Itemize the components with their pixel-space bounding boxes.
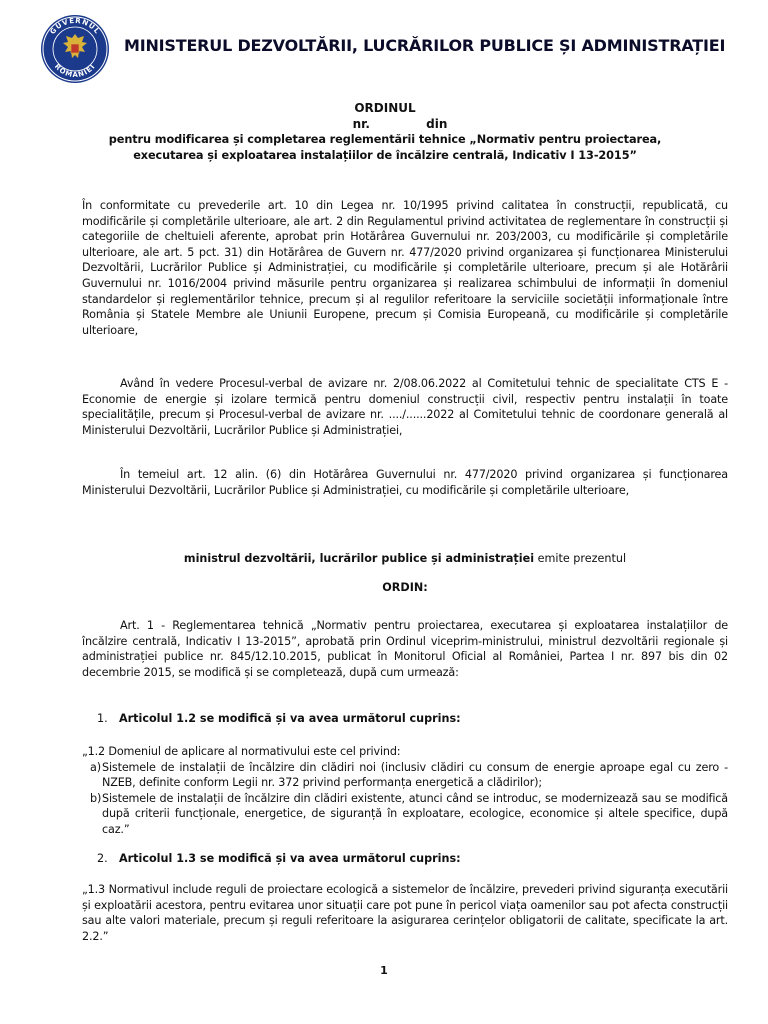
list-item-label: b) — [90, 791, 102, 805]
minister-emits-line — [82, 552, 728, 565]
section-1-heading — [97, 712, 461, 725]
list-item-text: Sistemele de instalații de încălzire din clădiri noi (inclusiv clădiri cu consum de energie aproape egal cu zero - NZEB, definite conform Legii nr. 372 privind performanța energetică a clădirilor); — [102, 760, 728, 790]
paragraph-avizare: Având în vedere Procesul-verbal de avizare nr. 2/08.06.2022 al Comitetului tehnic de specialitate CTS E - Economie de energie și izolare termică pentru domeniul construcții civil, respectiv pentru instalații în toate specialitățile, precum și Procesul-verbal de avizare nr. ..../......2022 al Comitetului tehnic de coordonare generală al Ministerului Dezvoltării, Lucrărilor Publice și Administrației, — [82, 377, 728, 437]
page-number: 1 — [380, 964, 388, 977]
list-item-label: a) — [90, 760, 101, 774]
government-seal-logo — [40, 14, 110, 84]
article-1: Art. 1 - Reglementarea tehnică „Normativ pentru proiectarea, executarea și exploatarea instalațiilor de încălzire centrală, Indicativ I 13-2015”, aprobată prin Ordinul viceprim-ministrului, ministrul dezvoltării regionale și administrației publice nr. 845/12.10.2015, publicat în Monitorul Oficial al României, Partea I nr. 897 bis din 02 decembrie 2015, se modifică și se completează, după cum urmează: — [82, 619, 728, 679]
ordin-heading: ORDIN: — [382, 581, 428, 594]
minister-title: ministrul dezvoltării, lucrărilor publice și administrației — [183, 552, 535, 565]
section-2-number: 2. — [97, 852, 108, 865]
section-1-content — [82, 744, 728, 838]
section-1-intro: „1.2 Domeniul de aplicare al normativului este cel privind: — [82, 745, 401, 758]
list-item — [82, 791, 728, 838]
ministry-name: MINISTERUL DEZVOLTĂRII, LUCRĂRILOR PUBLICE ȘI ADMINISTRAȚIEI — [124, 36, 726, 55]
title-ordinul: ORDINUL — [354, 101, 416, 115]
section-1-number: 1. — [97, 712, 108, 725]
paragraph-legal-basis: În conformitate cu prevederile art. 10 din Legea nr. 10/1995 privind calitatea în construcții, republicată, cu modificările și completările ulterioare, ale art. 2 din Regulamentul privind activitatea de reglementare în construcții și categoriile de cheltuieli aferente, aprobat prin Hotărârea Guvernului nr. 203/2003, cu modificările și completările ulterioare, ale art. 5 pct. 31) din Hotărârea de Guvern nr. 477/2020 privind organizarea și funcționarea Ministerului Dezvoltării, Lucrărilor Publice și Administrației, cu modificările și completările ulterioare, precum și ale Hotărârii Guvernului nr. 1016/2004 privind măsurile pentru organizarea și realizarea schimbului de informații în domeniul standardelor și reglementărilor tehnice, precum și al regulilor referitoare la serviciile societății informaționale între România și Statele Membre ale Uniunii Europene, precum și Comisia Europeană, cu modificările și completările ulterioare, — [82, 199, 728, 337]
emits-text: emite prezentul — [534, 552, 627, 565]
list-item — [82, 760, 728, 791]
title-nr-din: nr. din — [352, 117, 448, 131]
section-2-title: Articolul 1.3 se modifică și va avea următorul cuprins: — [119, 852, 461, 865]
seal-text-top: GUVERNUL — [48, 16, 102, 36]
document-title — [80, 100, 690, 164]
document-header — [40, 14, 740, 86]
title-subject: pentru modificarea și completarea reglementării tehnice „Normativ pentru proiectarea, executarea și exploatarea instalațiilor de încălzire centrală, Indicativ I 13-2015” — [108, 133, 662, 162]
list-item-text: Sistemele de instalații de încălzire din clădiri existente, atunci când se introduc, se modernizează sau se modifică după criterii funcționale, energetice, de siguranță în exploatare, ecologice, economice și altele specifice, după caz.” — [102, 791, 728, 836]
seal-text-bottom: ROMÂNIEI — [52, 62, 98, 80]
section-2-heading — [97, 852, 461, 865]
section-2-text: „1.3 Normativul include reguli de proiectare ecologică a sistemelor de încălzire, prevederi privind siguranța executării și exploatării acestora, pentru evitarea unor situații care pot pune în pericol viața oamenilor sau pot afecta construcții sau alte valori materiale, precum și reguli referitoare la asigurarea cerințelor obligatorii de calitate, specificate la art. 2.2.” — [82, 883, 728, 943]
section-1-title: Articolul 1.2 se modifică și va avea următorul cuprins: — [119, 712, 461, 725]
paragraph-temeiul: În temeiul art. 12 alin. (6) din Hotărârea Guvernului nr. 477/2020 privind organizarea și funcționarea Ministerului Dezvoltării, Lucrărilor Publice și Administrației, cu modificările și completările ulterioare, — [82, 468, 728, 497]
